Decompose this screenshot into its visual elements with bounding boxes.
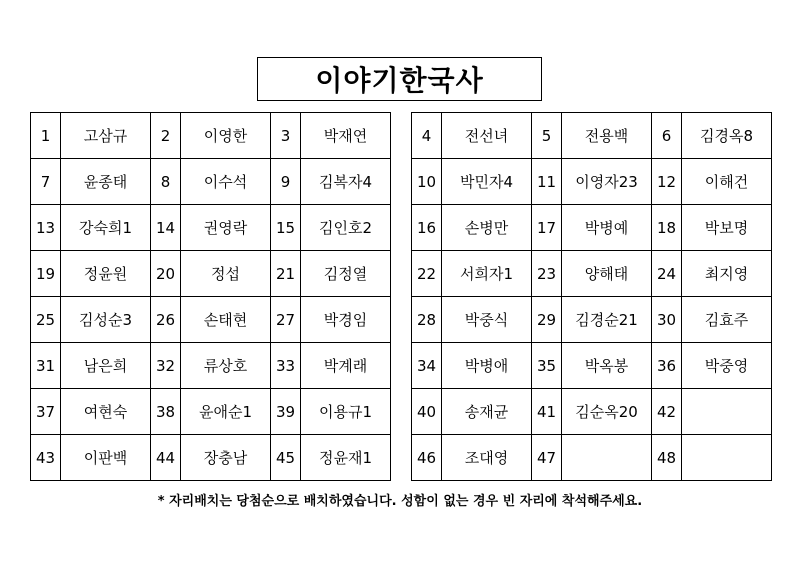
seat-name: 서희자1 [442,251,532,297]
seat-name: 박경임 [301,297,391,343]
seat-number: 46 [412,435,442,481]
seat-number: 18 [652,205,682,251]
seat-number: 44 [151,435,181,481]
seat-name: 김복자4 [301,159,391,205]
seat-row [31,435,391,481]
seat-name: 권영락 [181,205,271,251]
seat-row [31,343,391,389]
seat-name [682,435,772,481]
seat-number: 4 [412,113,442,159]
seat-name: 이영한 [181,113,271,159]
seat-name: 박재연 [301,113,391,159]
seat-row [31,159,391,205]
seat-number: 23 [532,251,562,297]
seat-number: 45 [271,435,301,481]
seat-name: 박계래 [301,343,391,389]
seat-name: 김효주 [682,297,772,343]
seat-number: 39 [271,389,301,435]
seat-number: 15 [271,205,301,251]
seat-name: 박보명 [682,205,772,251]
seat-name: 박옥봉 [562,343,652,389]
seat-name: 강숙희1 [61,205,151,251]
seat-name: 정윤재1 [301,435,391,481]
seat-number: 40 [412,389,442,435]
seat-number: 27 [271,297,301,343]
seat-number: 29 [532,297,562,343]
seat-name: 박민자4 [442,159,532,205]
seat-row [412,389,772,435]
seat-number: 9 [271,159,301,205]
seat-number: 30 [652,297,682,343]
seat-number: 26 [151,297,181,343]
seat-number: 14 [151,205,181,251]
seat-number: 21 [271,251,301,297]
seat-number: 25 [31,297,61,343]
seat-number: 7 [31,159,61,205]
seating-table-right [411,112,772,481]
seat-name: 이수석 [181,159,271,205]
seat-name: 전용백 [562,113,652,159]
seat-number: 3 [271,113,301,159]
seat-row [31,297,391,343]
seat-number: 43 [31,435,61,481]
seat-row [412,113,772,159]
seat-name: 여현숙 [61,389,151,435]
seat-number: 37 [31,389,61,435]
seat-name: 박중식 [442,297,532,343]
seat-number: 1 [31,113,61,159]
seat-name: 김성순3 [61,297,151,343]
seating-table-left [30,112,391,481]
seat-number: 8 [151,159,181,205]
seat-number: 41 [532,389,562,435]
seat-number: 13 [31,205,61,251]
seat-name: 조대영 [442,435,532,481]
seat-name: 이판백 [61,435,151,481]
seat-row [412,159,772,205]
seat-name: 윤종태 [61,159,151,205]
seat-name: 고삼규 [61,113,151,159]
seat-number: 2 [151,113,181,159]
seat-name: 박병예 [562,205,652,251]
seat-name: 김경옥8 [682,113,772,159]
page-title: 이야기한국사 [257,57,542,101]
seat-name: 장충남 [181,435,271,481]
seat-name: 김순옥20 [562,389,652,435]
seat-name: 정섭 [181,251,271,297]
seat-row [412,343,772,389]
seat-name: 이용규1 [301,389,391,435]
seat-number: 20 [151,251,181,297]
seat-name [682,389,772,435]
seat-row [31,113,391,159]
seat-name: 최지영 [682,251,772,297]
seat-number: 19 [31,251,61,297]
seat-number: 24 [652,251,682,297]
seat-name: 손태현 [181,297,271,343]
seat-row [31,251,391,297]
seat-number: 48 [652,435,682,481]
seat-number: 6 [652,113,682,159]
seat-number: 5 [532,113,562,159]
seat-name: 이영자23 [562,159,652,205]
seat-name: 윤애순1 [181,389,271,435]
seat-number: 35 [532,343,562,389]
seat-name: 남은희 [61,343,151,389]
seat-number: 38 [151,389,181,435]
seat-number: 12 [652,159,682,205]
footnote: * 자리배치는 당첨순으로 배치하였습니다. 성함이 없는 경우 빈 자리에 착석해주세요. [157,494,643,509]
seat-row [412,297,772,343]
seat-name: 이해건 [682,159,772,205]
seat-row [31,205,391,251]
seat-number: 31 [31,343,61,389]
seat-name: 송재균 [442,389,532,435]
seat-number: 32 [151,343,181,389]
seat-name: 박중영 [682,343,772,389]
seat-number: 36 [652,343,682,389]
seat-row [412,205,772,251]
seat-number: 16 [412,205,442,251]
seat-name: 김경순21 [562,297,652,343]
seat-name: 류상호 [181,343,271,389]
seat-name: 박병애 [442,343,532,389]
seat-number: 10 [412,159,442,205]
seat-name: 김인호2 [301,205,391,251]
seat-number: 17 [532,205,562,251]
seat-name: 김정열 [301,251,391,297]
seat-row [412,435,772,481]
seat-number: 47 [532,435,562,481]
seat-name: 양해태 [562,251,652,297]
seat-row [31,389,391,435]
seat-name: 손병만 [442,205,532,251]
seat-number: 28 [412,297,442,343]
seat-name [562,435,652,481]
seat-row [412,251,772,297]
seat-number: 34 [412,343,442,389]
seat-number: 33 [271,343,301,389]
seat-number: 42 [652,389,682,435]
seat-number: 22 [412,251,442,297]
seat-name: 정윤원 [61,251,151,297]
seat-number: 11 [532,159,562,205]
seat-name: 전선녀 [442,113,532,159]
